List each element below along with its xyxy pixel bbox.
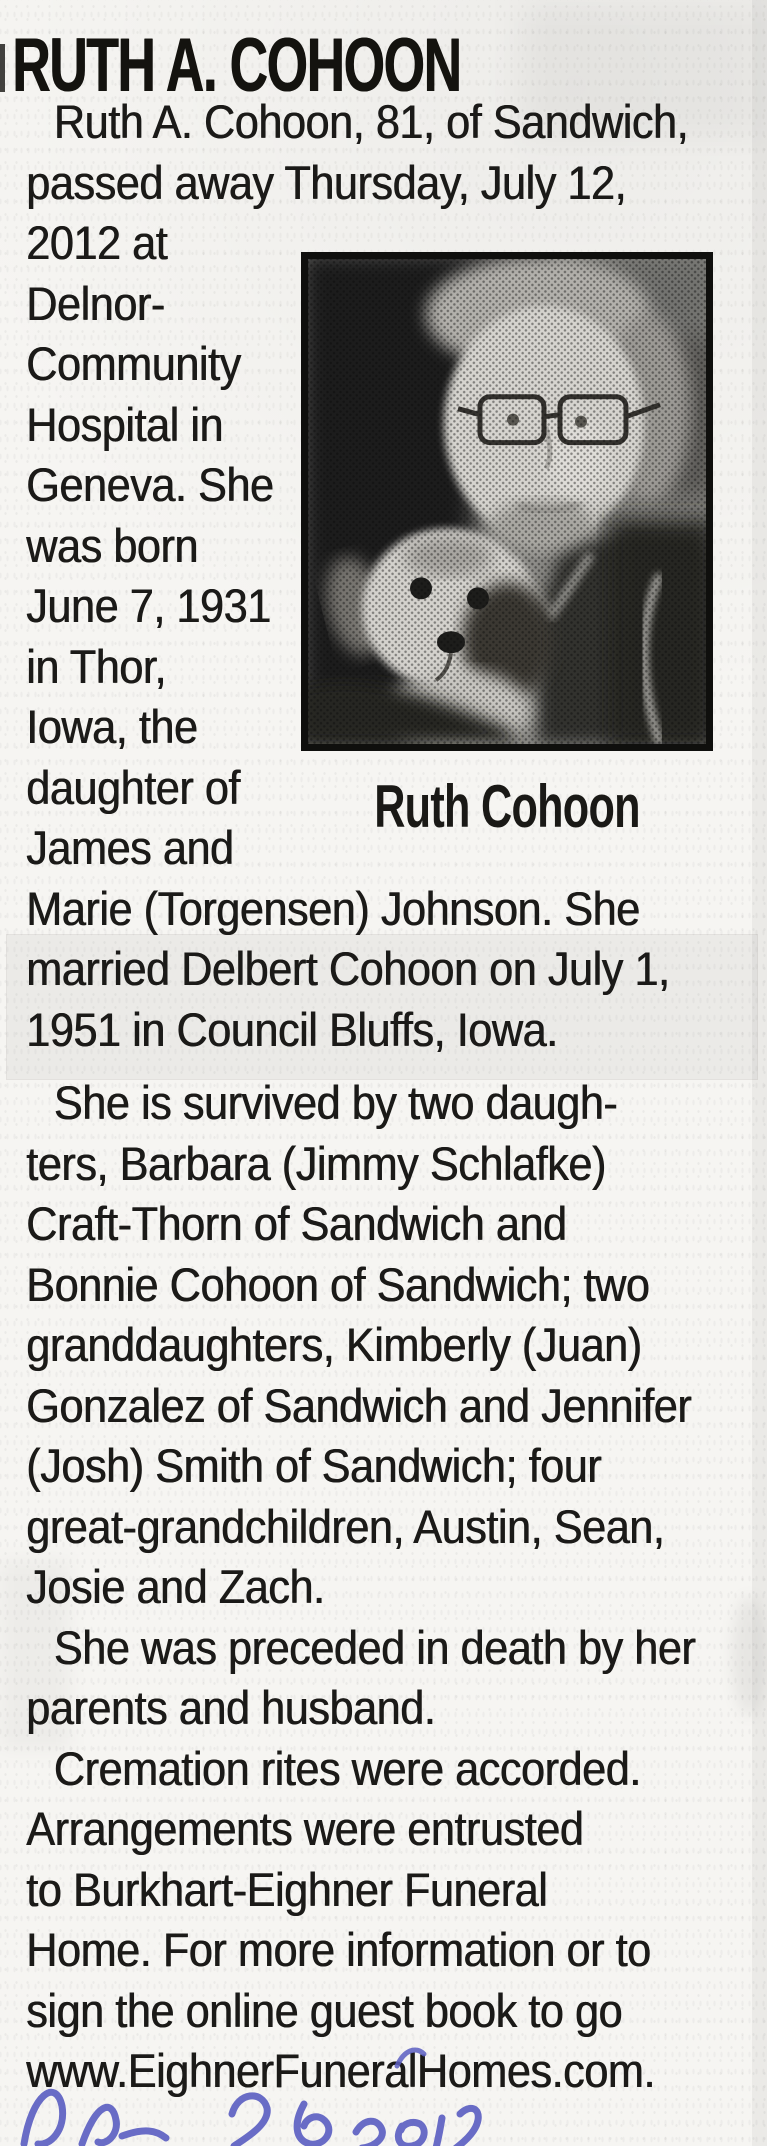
text-line: Home. For more information or to	[26, 1923, 651, 1976]
obituary-headline: RUTH A. COHOON	[12, 23, 461, 108]
text-line: www.EighnerFuneralHomes.com.	[26, 2044, 655, 2097]
text-line: Delnor-	[26, 276, 165, 330]
handwritten-annotation	[4, 2072, 524, 2146]
scan-edge-mark	[0, 44, 5, 92]
text-line: Arrangements were entrusted	[26, 1802, 584, 1855]
ink-tick-mark	[392, 2042, 428, 2072]
text-line: granddaughters, Kimberly (Juan)	[26, 1318, 642, 1371]
text-line: Josie and Zach.	[26, 1560, 325, 1613]
text-line: married Delbert Cohoon on July 1,	[26, 942, 670, 995]
text-line: (Josh) Smith of Sandwich; four	[26, 1439, 601, 1492]
text-line: parents and husband.	[26, 1681, 436, 1734]
text-line: in Thor,	[26, 639, 166, 693]
text-line: Geneva. She	[26, 458, 274, 511]
text-line: Bonnie Cohoon of Sandwich; two	[26, 1257, 650, 1311]
text-line: She was preceded in death by her	[53, 1620, 696, 1674]
halftone-overlay	[308, 259, 706, 744]
text-line: great-grandchildren, Austin, Sean,	[26, 1499, 665, 1553]
text-line: Community	[26, 337, 241, 390]
portrait-photo	[301, 252, 713, 751]
text-line: Craft-Thorn of Sandwich and	[26, 1197, 567, 1250]
text-line: to Burkhart-Eighner Funeral	[26, 1862, 548, 1916]
paragraph-preceded	[26, 1618, 767, 1739]
text-line: June 7, 1931	[26, 579, 271, 632]
text-line: Iowa, the	[26, 700, 198, 753]
text-line: ters, Barbara (Jimmy Schlafke)	[26, 1136, 606, 1190]
portrait-photo-art	[308, 259, 706, 744]
text-line: 2012 at	[26, 216, 168, 269]
text-line: was born	[26, 518, 198, 572]
text-line: daughter of	[26, 760, 240, 814]
text-line: Hospital in	[26, 397, 223, 451]
text-line: Gonzalez of Sandwich and Jennifer	[26, 1378, 692, 1432]
text-line: Ruth A. Cohoon, 81, of Sandwich,	[53, 95, 688, 148]
text-line: sign the online guest book to go	[26, 1983, 622, 2037]
text-line: Cremation rites were accorded.	[53, 1741, 641, 1795]
text-line: Marie (Torgensen) Johnson. She	[26, 881, 640, 935]
paragraph-family	[26, 1073, 767, 1618]
text-line: 1951 in Council Bluffs, Iowa.	[26, 1002, 558, 1056]
text-line: She is survived by two daugh-	[53, 1076, 618, 1129]
photo-caption: Ruth Cohoon	[374, 773, 640, 840]
text-line: James and	[26, 821, 234, 874]
text-line: passed away Thursday, July 12,	[26, 155, 626, 209]
